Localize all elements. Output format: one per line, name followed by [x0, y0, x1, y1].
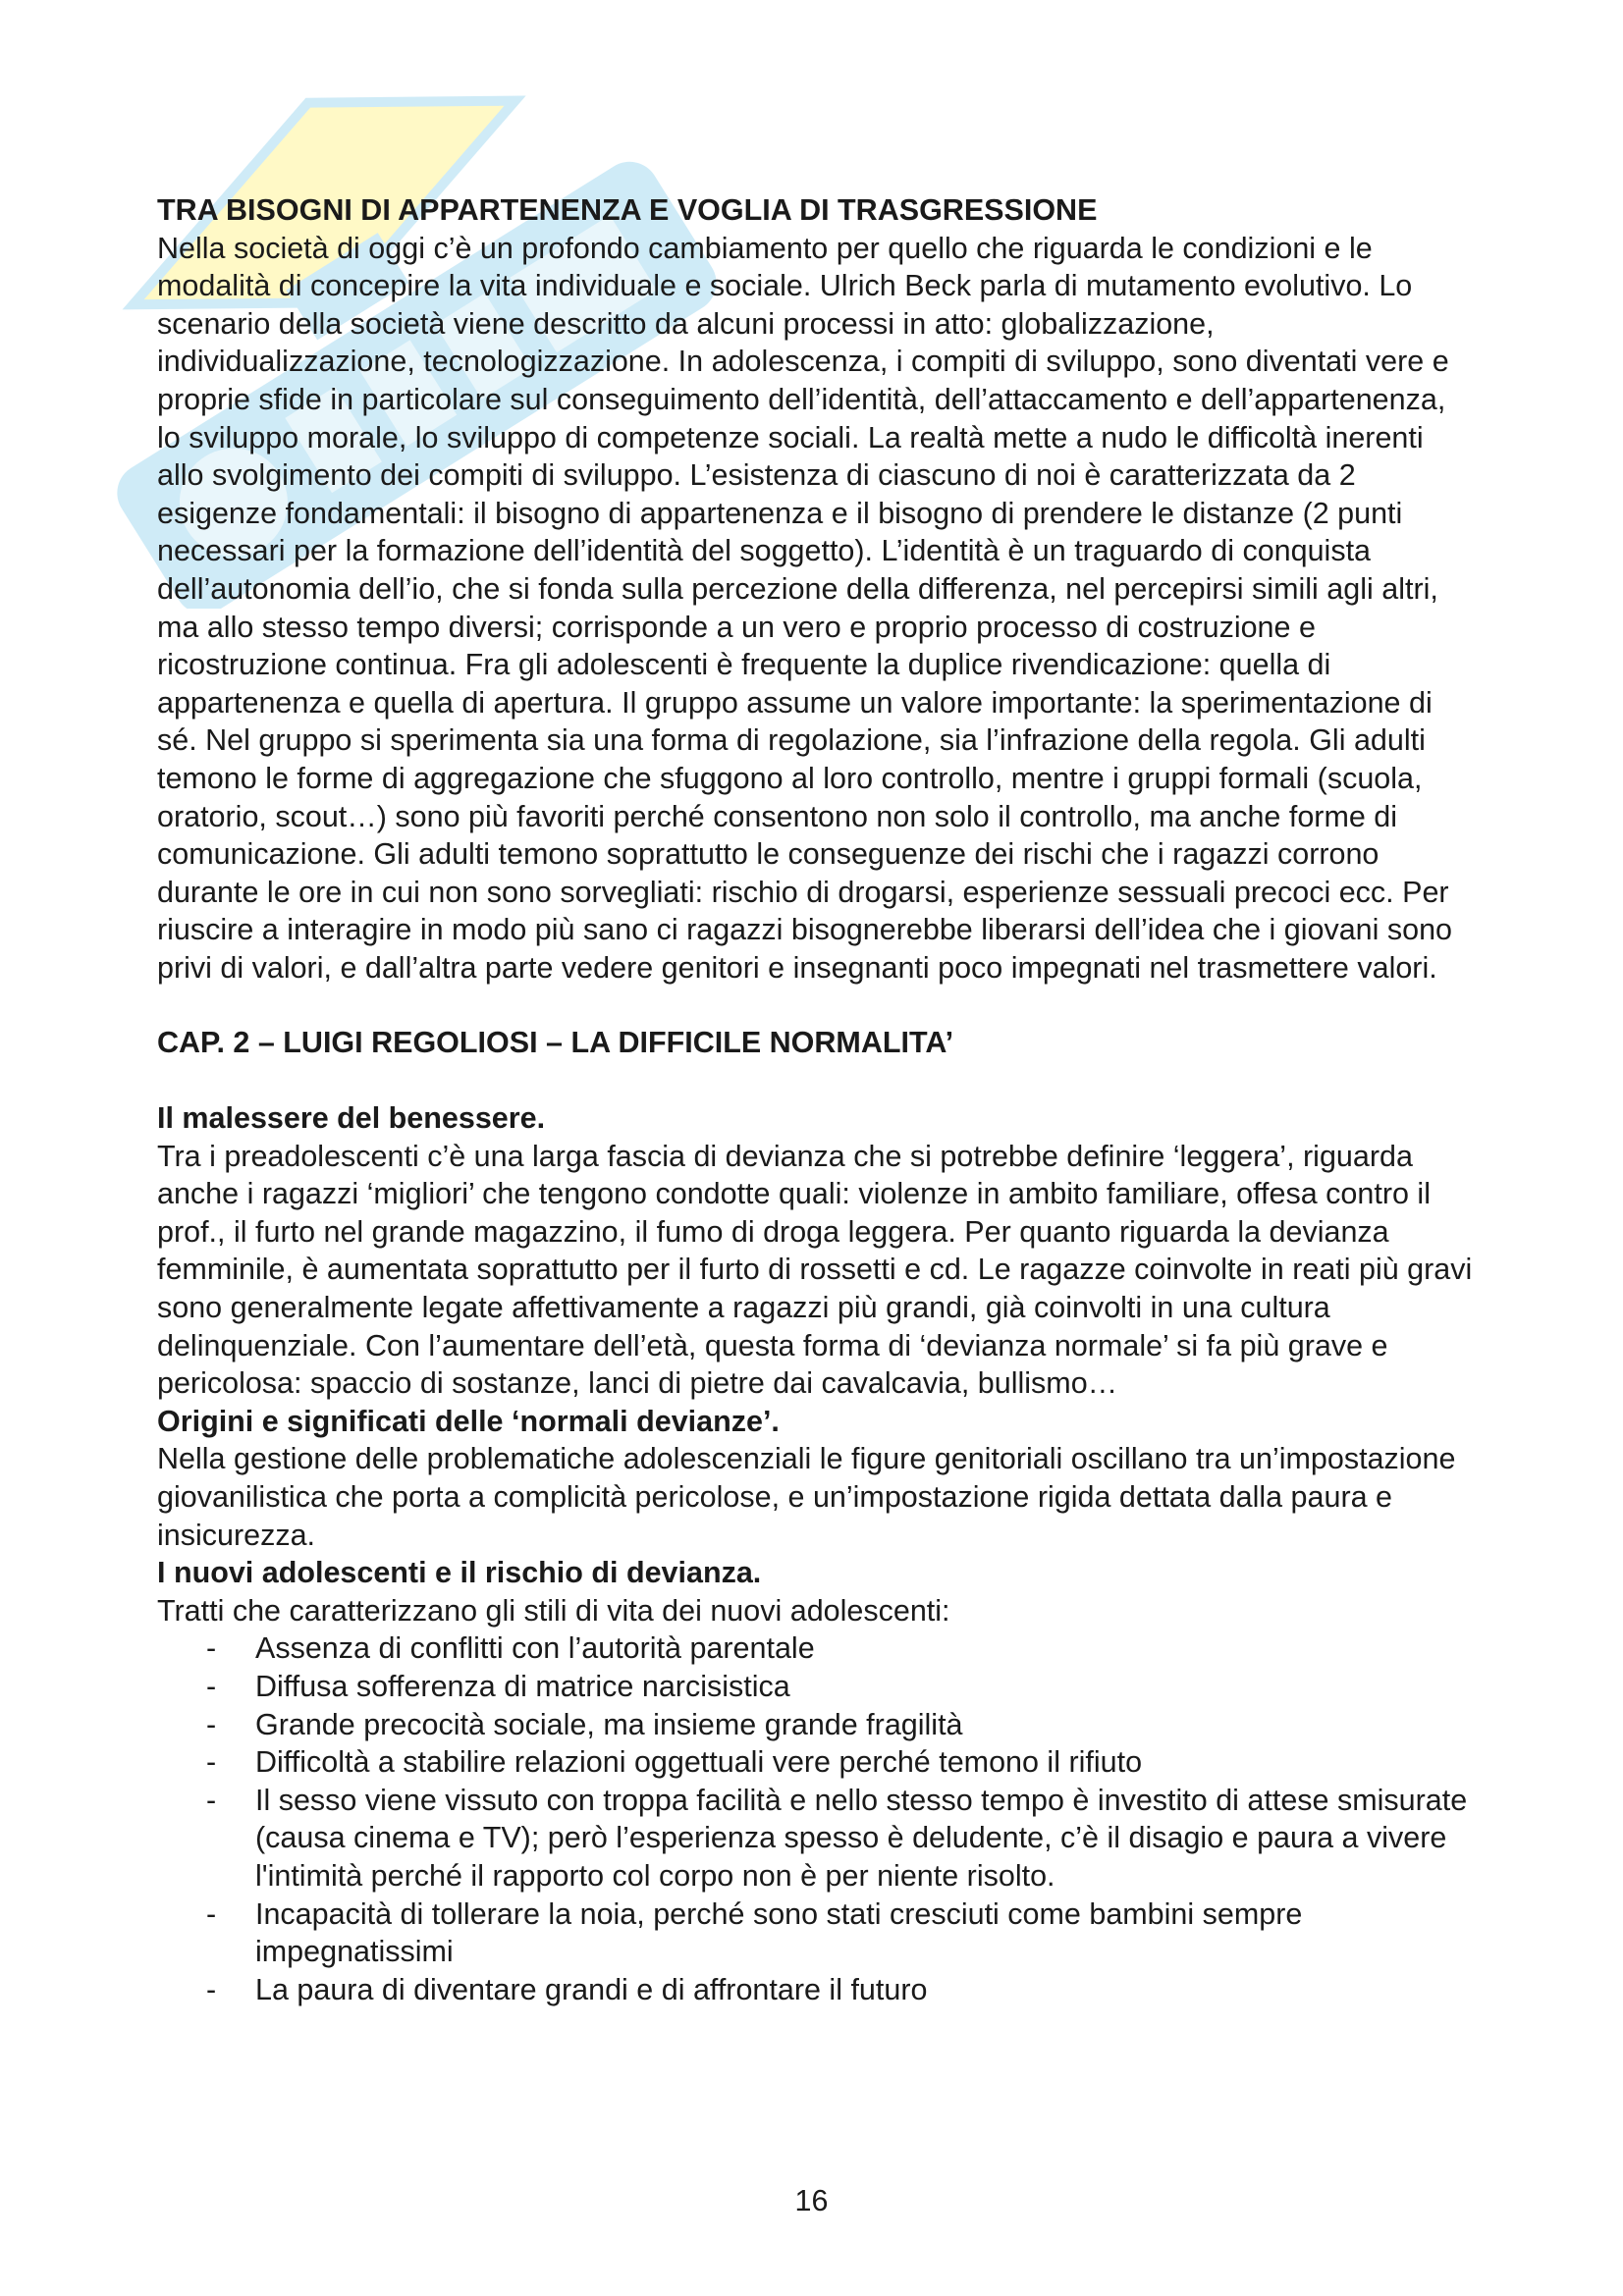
list-item-text: Diffusa sofferenza di matrice narcisistica [255, 1669, 790, 1703]
list-item [157, 1743, 1473, 1782]
dash-bullet: - [206, 1783, 217, 1817]
dash-bullet: - [206, 1972, 217, 2006]
section-heading-nuovi-adolescenti: I nuovi adolescenti e il rischio di devianza. [157, 1556, 762, 1590]
traits-list [157, 1629, 1473, 2008]
list-item-text: Incapacità di tollerare la noia, perché sono stati cresciuti come bambini sempre impegnatissimi [255, 1896, 1303, 1969]
dash-bullet: - [206, 1707, 217, 1741]
list-item [157, 1896, 1473, 1971]
list-item-text: Assenza di conflitti con l’autorità parentale [255, 1631, 815, 1666]
chapter-heading: CAP. 2 – LUIGI REGOLIOSI – LA DIFFICILE NORMALITA’ [157, 1026, 954, 1060]
list-item-text: Il sesso viene vissuto con troppa facilità e nello stesso tempo è investito di attese smisurate (causa cinema e TV); però l’esperienza spesso è deludente, c’è il disagio e paura a vivere l'intimità perché il rapporto col corpo non è per niente risolto. [255, 1783, 1468, 1893]
dash-bullet: - [206, 1631, 217, 1666]
list-item-text: Difficoltà a stabilire relazioni oggettuali vere perché temono il rifiuto [255, 1745, 1143, 1780]
list-item-text: La paura di diventare grandi e di affrontare il futuro [255, 1972, 928, 2006]
document-page [157, 191, 1473, 2008]
dash-bullet: - [206, 1896, 217, 1931]
list-item [157, 1706, 1473, 1744]
section-heading-trasgressione: TRA BISOGNI DI APPARTENENZA E VOGLIA DI TRASGRESSIONE [157, 193, 1098, 227]
spacer [157, 1062, 1473, 1099]
list-item [157, 1629, 1473, 1668]
list-item [157, 1782, 1473, 1896]
section-paragraph-malessere: Tra i preadolescenti c’è una larga fascia di devianza che si potrebbe definire ‘leggera’, riguarda anche i ragazzi ‘migliori’ che tengono condotte quali: violenze in ambito familiare, offesa contro il prof., il furto nel grande magazzino, il fumo di droga leggera. Per quanto riguarda la devianza femminile, è aumentata soprattutto per il furto di rossetti e cd. Le ragazze coinvolte in reati più gravi sono generalmente legate affettivamente a ragazzi più grandi, già coinvolti in una cultura delinquenziale. Con l’aumentare dell’età, questa forma di ‘devianza normale’ si fa più grave e pericolosa: spaccio di sostanze, lanci di pietre dai cavalcavia, bullismo… [157, 1139, 1473, 1401]
list-item [157, 1668, 1473, 1706]
page-number: 16 [794, 2184, 829, 2217]
section-heading-malessere: Il malessere del benessere. [157, 1101, 546, 1136]
spacer [157, 987, 1473, 1024]
list-intro: Tratti che caratterizzano gli stili di vita dei nuovi adolescenti: [157, 1593, 950, 1628]
dash-bullet: - [206, 1745, 217, 1780]
section-paragraph-trasgressione: Nella società di oggi c’è un profondo cambiamento per quello che riguarda le condizioni e le modalità di concepire la vita individuale e sociale. Ulrich Beck parla di mutamento evolutivo. Lo scenario della società viene descritto da alcuni processi in atto: globalizzazione, individualizzazione, tecnologizzazione. In adolescenza, i compiti di sviluppo, sono diventati vere e proprie sfide in particolare sul conseguimento dell’identità, dell’attaccamento e dell’appartenenza, lo sviluppo morale, lo sviluppo di competenze sociali. La realtà mette a nudo le difficoltà inerenti allo svolgimento dei compiti di sviluppo. L’esistenza di ciascuno di noi è caratterizzata da 2 esigenze fondamentali: il bisogno di appartenenza e il bisogno di prendere le distanze (2 punti necessari per la formazione dell’identità del soggetto). L’identità è un traguardo di conquista dell’autonomia dell’io, che si fonda sulla percezione della differenza, nel percepirsi simili agli altri, ma allo stesso tempo diversi; corrisponde a un vero e proprio processo di costruzione e ricostruzione continua. Fra gli adolescenti è frequente la duplice rivendicazione: quella di appartenenza e quella di apertura. Il gruppo assume un valore importante: la sperimentazione di sé. Nel gruppo si sperimenta sia una forma di regolazione, sia l’infrazione della regola. Gli adulti temono le forme di aggregazione che sfuggono al loro controllo, mentre i gruppi formali (scuola, oratorio, scout…) sono più favoriti perché consentono non solo il controllo, ma anche forme di comunicazione. Gli adulti temono soprattutto le conseguenze dei rischi che i ragazzi corrono durante le ore in cui non sono sorvegliati: rischio di drogarsi, esperienze sessuali precoci ecc. Per riuscire a interagire in modo più sano ci ragazzi bisognerebbe liberarsi dell’idea che i giovani sono privi di valori, e dall’altra parte vedere genitori e insegnanti poco impegnati nel trasmettere valori. [157, 231, 1453, 985]
section-heading-origini: Origini e significati delle ‘normali devianze’. [157, 1404, 780, 1438]
section-paragraph-origini: Nella gestione delle problematiche adolescenziali le figure genitoriali oscillano tra un’impostazione giovanilistica che porta a complicità pericolose, e un’impostazione rigida dettata dalla paura e insicurezza. [157, 1442, 1456, 1552]
list-item-text: Grande precocità sociale, ma insieme grande fragilità [255, 1707, 963, 1741]
list-item [157, 1971, 1473, 2009]
dash-bullet: - [206, 1669, 217, 1703]
